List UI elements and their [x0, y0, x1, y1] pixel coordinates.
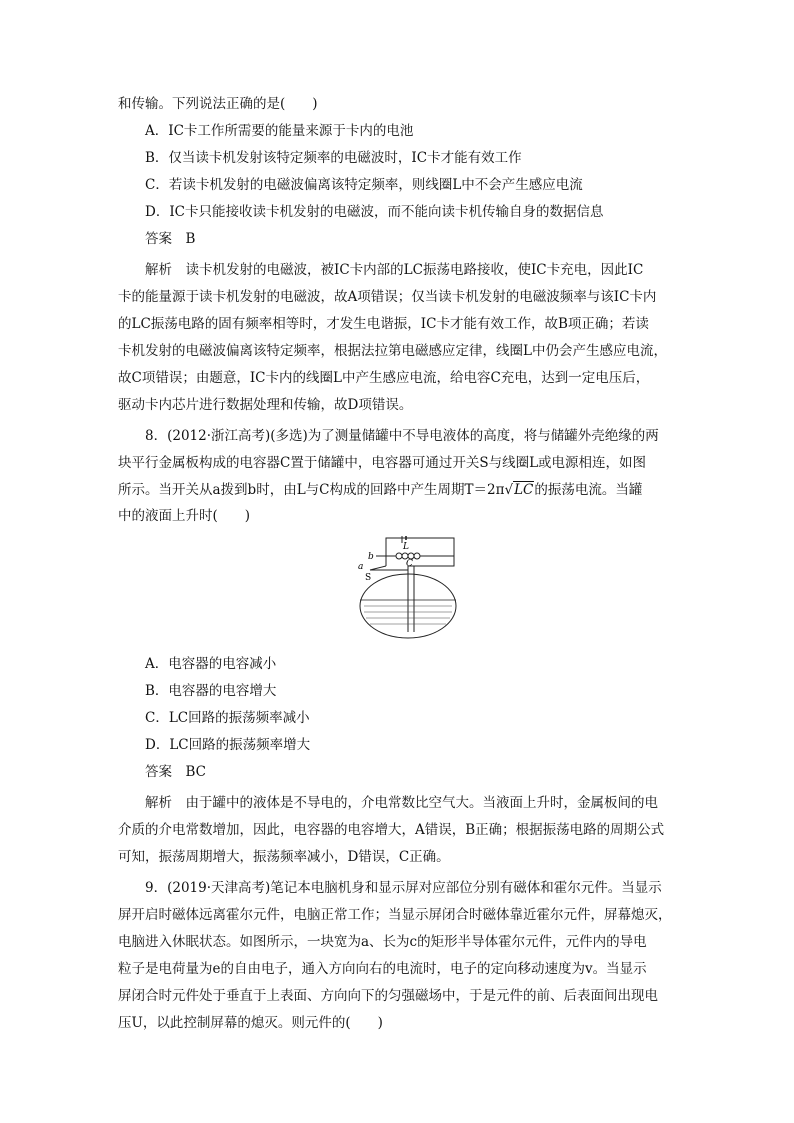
option-b: B．仅当读卡机发射该特定频率的电磁波时，IC卡才能有效工作	[145, 150, 522, 166]
formula-text-end: 的振荡电流。当罐	[534, 482, 643, 498]
question-9-line: 屏开启时磁体远离霍尔元件，电脑正常工作；当显示屏闭合时磁体靠近霍尔元件，屏幕熄灭，	[118, 907, 672, 923]
text-line: 和传输。下列说法正确的是( )	[118, 96, 318, 112]
analysis-line: 解析 由于罐中的液体是不导电的，介电常数比空气大。当液面上升时，金属板间的电	[145, 795, 658, 811]
circuit-wire	[386, 538, 454, 566]
question-9-line: 压U，以此控制屏幕的熄灭。则元件的( )	[118, 1015, 383, 1031]
option-c: C．若读卡机发射的电磁波偏离该特定频率，则线圈L中不会产生感应电流	[145, 177, 583, 193]
question-8: 8．(2012·浙江高考)(多选)为了测量储罐中不导电液体的高度，将与储罐外壳绝缘的两	[145, 428, 659, 444]
formula-text: 所示。当开关从a拨到b时，由L与C构成的回路中产生周期T＝2π	[118, 482, 505, 498]
analysis-line: 的LC振荡电路的固有频率相等时，才发生电谐振，IC卡才能有效工作，故B项正确；若读	[118, 316, 649, 332]
switch-blade	[370, 566, 386, 570]
question-9-line: 粒子是电荷量为e的自由电子，通入方向向右的电流时，电子的定向移动速度为v。当显示	[118, 961, 647, 977]
label-s: S	[365, 573, 372, 583]
option-a: A．IC卡工作所需要的能量来源于卡内的电池	[145, 123, 414, 139]
formula-radicand: LC	[514, 482, 534, 498]
label-l: L	[403, 542, 409, 552]
tank-circuit-figure	[346, 536, 464, 640]
question-9: 9．(2019·天津高考)笔记本电脑机身和显示屏对应部位分别有磁体和霍尔元件。当显示	[145, 880, 662, 896]
option-b: B．电容器的电容增大	[145, 683, 277, 699]
option-d: D．IC卡只能接收读卡机发射的电磁波，而不能向读卡机传输自身的数据信息	[145, 204, 604, 220]
answer: 答案 BC	[145, 764, 207, 780]
analysis-line: 卡的能量源于读卡机发射的电磁波，故A项错误；仅当读卡机发射的电磁波频率与该IC卡内	[118, 289, 657, 305]
option-a: A．电容器的电容减小	[145, 656, 277, 672]
analysis-line: 介质的介电常数增加，因此，电容器的电容增大，A错误，B正确；根据振荡电路的周期公式	[118, 822, 665, 838]
sqrt-symbol: √	[504, 482, 514, 498]
question-9-line: 电脑进入休眠状态。如图所示，一块宽为a、长为c的矩形半导体霍尔元件，元件内的导电	[118, 934, 647, 950]
question-8-line: 块平行金属板构成的电容器C置于储罐中，电容器可通过开关S与线圈L或电源相连，如图	[118, 455, 647, 471]
analysis-line: 驱动卡内芯片进行数据处理和传输，故D项错误。	[118, 397, 413, 413]
analysis-line: 解析 读卡机发射的电磁波，被IC卡内部的LC振荡电路接收，使IC卡充电，因此IC	[145, 262, 644, 278]
label-a: a	[358, 562, 364, 572]
analysis-line: 可知，振荡周期增大，振荡频率减小，D错误，C正确。	[118, 849, 450, 865]
question-8-line: 中的液面上升时( )	[118, 508, 251, 524]
question-8-line	[118, 480, 642, 500]
analysis-line: 故C项错误；由题意，IC卡内的线圈L中产生感应电流，给电容C充电，达到一定电压后，	[118, 370, 650, 386]
option-c: C．LC回路的振荡频率减小	[145, 710, 310, 726]
question-9-line: 屏闭合时元件处于垂直于上表面、方向向下的匀强磁场中，于是元件的前、后表面间出现电	[118, 988, 658, 1004]
option-d: D．LC回路的振荡频率增大	[145, 737, 311, 753]
label-b: b	[368, 552, 374, 562]
label-c: C	[406, 559, 413, 569]
answer: 答案 B	[145, 231, 196, 247]
analysis-line: 卡机发射的电磁波偏离该特定频率，根据法拉第电磁感应定律，线圈L中仍会产生感应电流，	[118, 343, 667, 359]
